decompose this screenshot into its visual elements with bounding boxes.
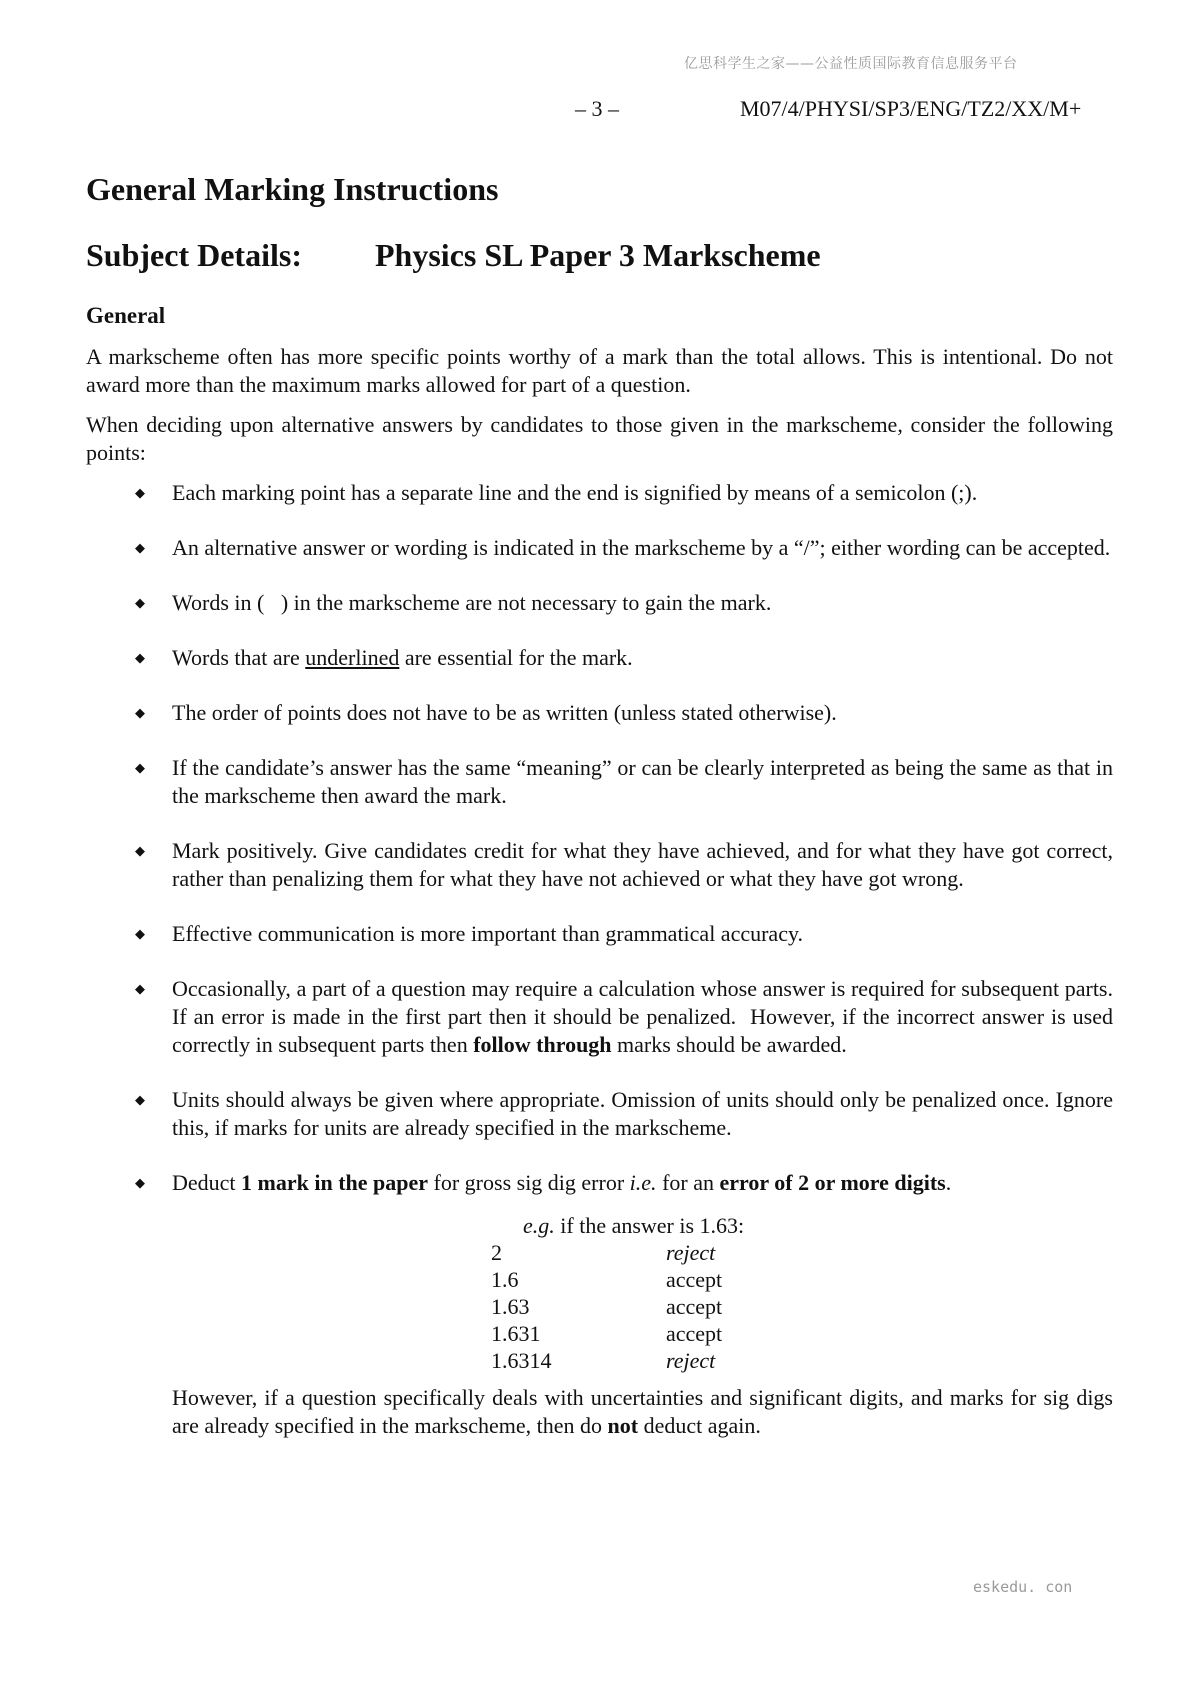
subject-details bbox=[86, 236, 1113, 274]
list-item: ◆ Mark positively. Give candidates credit for what they have achieved, and for what they have got correct, rather than penalizing them for what they have not achieved or what they have got wrong. bbox=[135, 837, 1113, 891]
diamond-bullet-icon: ◆ bbox=[135, 484, 145, 500]
subject-value: Physics SL Paper 3 Markscheme bbox=[375, 237, 821, 274]
general-heading: General bbox=[86, 302, 166, 328]
diamond-bullet-icon: ◆ bbox=[135, 1174, 145, 1190]
list-item: ◆ Each marking point has a separate line and the end is signified by means of a semicolon (;). bbox=[135, 479, 978, 505]
closing-paragraph: However, if a question specifically deals with uncertainties and significant digits, and marks for sig digs are already specified in the markscheme, then do not deduct again. bbox=[172, 1384, 1119, 1438]
list-item: ◆ Words that are underlined are essential for the mark. bbox=[135, 644, 633, 670]
table-row: 2 reject bbox=[491, 1239, 716, 1265]
subject-label: Subject Details: bbox=[86, 237, 302, 274]
diamond-bullet-icon: ◆ bbox=[135, 842, 145, 858]
diamond-bullet-icon: ◆ bbox=[135, 980, 145, 996]
diamond-bullet-icon: ◆ bbox=[135, 925, 145, 941]
list-item: ◆ Occasionally, a part of a question may require a calculation whose answer is required for subsequent parts. If an error is made in the first part then it should be penalized. However, if the incorrect answer is used correctly in subsequent parts then follow through marks should be awarded. bbox=[135, 975, 1124, 1057]
underlined-word: underlined bbox=[305, 644, 400, 670]
table-row: 1.63 accept bbox=[491, 1293, 723, 1319]
list-item: ◆ Units should always be given where appropriate. Omission of units should only be penalized once. Ignore this, if marks for units are already specified in the markscheme. bbox=[135, 1086, 1113, 1140]
list-item: ◆ If the candidate’s answer has the same “meaning” or can be clearly interpreted as being the same as that in the markscheme then award the mark. bbox=[135, 754, 1113, 808]
marking-points-list bbox=[86, 479, 1124, 1197]
table-row: 1.631 accept bbox=[491, 1320, 723, 1346]
list-item: ◆ Deduct 1 mark in the paper for gross sig dig error i.e. for an error of 2 or more digits. bbox=[135, 1169, 952, 1195]
table-row: 1.6314 reject bbox=[491, 1347, 716, 1373]
diamond-bullet-icon: ◆ bbox=[135, 704, 145, 720]
sig-dig-example bbox=[86, 1212, 1113, 1374]
list-item: ◆ Effective communication is more important than grammatical accuracy. bbox=[135, 920, 804, 946]
page-title: General Marking Instructions bbox=[86, 171, 499, 207]
list-item: ◆ An alternative answer or wording is indicated in the markscheme by a “/”; either wording can be accepted. bbox=[135, 534, 1111, 560]
watermark-text: 亿思科学生之家——公益性质国际教育信息服务平台 bbox=[684, 56, 1018, 72]
diamond-bullet-icon: ◆ bbox=[135, 594, 145, 610]
list-item: ◆ Words in ( ) in the markscheme are not necessary to gain the mark. bbox=[135, 589, 772, 615]
intro-paragraph-2: When deciding upon alternative answers by candidates to those given in the markscheme, consider the following points: bbox=[86, 411, 1113, 465]
document-code: M07/4/PHYSI/SP3/ENG/TZ2/XX/M+ bbox=[740, 96, 1082, 121]
bold-phrase: follow through bbox=[473, 1031, 612, 1057]
footer-watermark: eskedu. con bbox=[973, 1578, 1073, 1596]
intro-paragraph-1: A markscheme often has more specific points worthy of a mark than the total allows. This is intentional. Do not award more than the maximum marks allowed for part of a question. bbox=[86, 343, 1113, 397]
diamond-bullet-icon: ◆ bbox=[135, 1091, 145, 1107]
page-number: – 3 – bbox=[575, 96, 619, 121]
list-item: ◆ The order of points does not have to be as written (unless stated otherwise). bbox=[135, 699, 837, 725]
document-body bbox=[86, 170, 1124, 1452]
example-heading: e.g. if the answer is 1.63: bbox=[523, 1212, 745, 1238]
diamond-bullet-icon: ◆ bbox=[135, 649, 145, 665]
diamond-bullet-icon: ◆ bbox=[135, 539, 145, 555]
diamond-bullet-icon: ◆ bbox=[135, 759, 145, 775]
table-row: 1.6 accept bbox=[491, 1266, 723, 1292]
